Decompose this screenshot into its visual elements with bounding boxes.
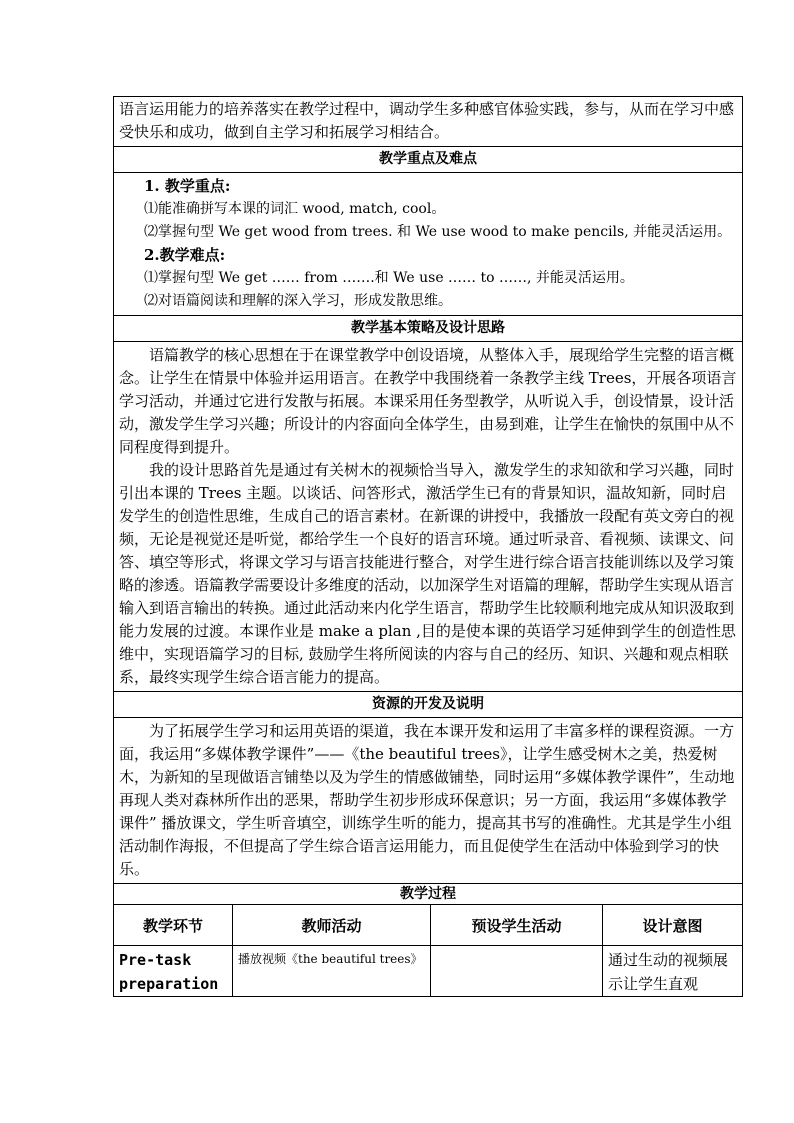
focus-title: 1. 教学重点: <box>144 177 231 195</box>
column-header-teacher: 教师活动 <box>233 905 431 946</box>
focus-item-2: ⑵掌握句型 We get wood from trees. 和 We use wood to make pencils, 并能灵活运用。 <box>144 224 732 240</box>
process-heading: 教学过程 <box>114 884 743 905</box>
strategy-paragraph-1: 语篇教学的核心思想在于在课堂教学中创设语境，从整体入手，展现给学生完整的语言概念。让学生在情景中体验并运用语言。在教学中我围绕着一条教学主线 Trees，开展各项语言学习活动，并通过它进行发散与拓展。本课采用任务型教学，从听说入手，创设情景，设计活动，激发学生学习兴趣；所设计的内容面向全体学生，由易到难，让学生在愉快的氛围中从不同程度得到提升。 <box>119 346 737 456</box>
key-points-heading: 教学重点及难点 <box>114 147 743 173</box>
column-header-intent: 设计意图 <box>603 905 743 946</box>
key-points-heading-row <box>114 147 743 173</box>
strategy-heading: 教学基本策略及设计思路 <box>114 316 743 342</box>
resources-heading-row <box>114 692 743 718</box>
column-header-stage: 教学环节 <box>114 905 233 946</box>
table-row <box>114 946 743 997</box>
lesson-plan-table <box>113 96 743 997</box>
key-points-row <box>114 173 743 316</box>
lesson-plan-document <box>113 96 742 997</box>
intro-row <box>114 97 743 147</box>
teacher-cell: 播放视频《the beautiful trees》 <box>238 952 423 966</box>
resources-heading: 资源的开发及说明 <box>114 692 743 718</box>
strategy-row <box>114 342 743 692</box>
process-header-row <box>114 905 743 946</box>
stage-cell: Pre-task preparation <box>119 951 219 993</box>
intro-text: 语言运用能力的培养落实在教学过程中，调动学生多种感官体验实践，参与，从而在学习中感受快乐和成功，做到自主学习和拓展学习相结合。 <box>119 100 735 141</box>
resources-row <box>114 718 743 884</box>
difficulty-item-2: ⑵对语篇阅读和理解的深入学习，形成发散思维。 <box>144 293 452 309</box>
process-heading-row <box>114 884 743 905</box>
intent-cell: 通过生动的视频展示让学生直观 <box>608 951 729 993</box>
difficulty-item-1: ⑴掌握句型 We get …… from …….和 We use …… to ……, 并能灵活运用。 <box>144 270 634 286</box>
resources-paragraph: 为了拓展学生学习和运用英语的渠道，我在本课开发和运用了丰富多样的课程资源。一方面，我运用“多媒体教学课件”——《the beautiful trees》，让学生感受树木之美，热爱树木，为新知的呈现做语言铺垫以及为学生的情感做铺垫，同时运用“多媒体教学课件”，生动地再现人类对森林所作出的恶果，帮助学生初步形成环保意识；另一方面，我运用“多媒体教学课件” 播放课文，学生听音填空，训练学生听的能力，提高其书写的准确性。尤其是学生小组活动制作海报，不但提高了学生综合语言运用能力，而且促使学生在活动中体验到学习的快乐。 <box>119 722 735 878</box>
difficulty-title: 2.教学难点: <box>144 246 226 264</box>
focus-item-1: ⑴能准确拼写本课的词汇 wood, match, cool。 <box>144 201 446 217</box>
strategy-heading-row <box>114 316 743 342</box>
strategy-paragraph-2: 我的设计思路首先是通过有关树木的视频恰当导入，激发学生的求知欲和学习兴趣，同时引出本课的 Trees 主题。以谈话、问答形式，激活学生已有的背景知识，温故知新，同时启发学生的创造性思维，生成自己的语言素材。在新课的讲授中，我播放一段配有英文旁白的视频，无论是视觉还是听觉，都给学生一个良好的语言环境。通过听录音、看视频、读课文、问答、填空等形式，将课文学习与语言技能进行整合，对学生进行综合语言技能训练以及学习策略的渗透。语篇教学需要设计多维度的活动，以加深学生对语篇的理解，帮助学生实现从语言输入到语言输出的转换。通过此活动来内化学生语言，帮助学生比较顺利地完成从知识汲取到能力发展的过渡。本课作业是 make a plan ,目的是使本课的英语学习延伸到学生的创造性思维中，实现语篇学习的目标, 鼓励学生将所阅读的内容与自己的经历、知识、兴趣和观点相联系，最终实现学生综合语言能力的提高。 <box>119 461 736 686</box>
column-header-student: 预设学生活动 <box>431 905 603 946</box>
